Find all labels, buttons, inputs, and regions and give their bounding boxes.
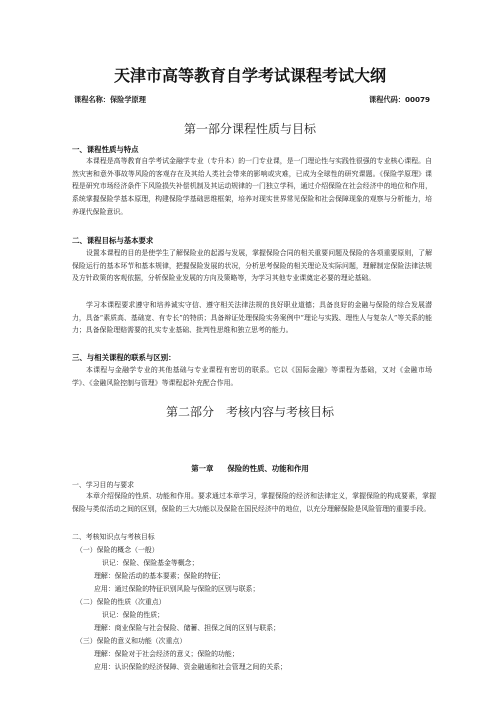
point-2-title: （二）保险的性质（次重点）: [76, 598, 166, 606]
section-nature-paragraph: 本课程是高等教育自学考试金融学专业（专升本）的一门专业课，是一门理论性与实践性很强的专业核心课程。自然灾害和意外事故等风险的客观存在及其给人类社会带来的影响或灾难，已成为全球性的研究课题。《保险学原理》课程是研究市场经济条件下风险损失补偿机制及其运动规律的一门独立学科，通过介绍保险在社会经济中的地位和作用，系统掌握保险学基本原理，构建保险学基础思维框架，培养对现实世界常见保险和社会保障现象的观察与分析能力，培养现代保险意识。: [72, 157, 432, 216]
chapter-title: 保险的性质、功能和作用: [227, 464, 309, 473]
point-1-title: （一）保险的概念（一般）: [76, 546, 159, 554]
learning-goal-title: 一、学习目的与要求: [72, 481, 135, 489]
chapter-heading: [0, 463, 500, 474]
section-objectives-title: 二、课程目标与基本要求: [72, 236, 154, 245]
point-3-understand: 理解：保险对于社会经济的意义；保险的功能；: [94, 650, 239, 658]
point-1-understand: 理解：保险活动的基本要素；保险的特征；: [94, 572, 225, 580]
point-3-apply: 应用：认识保险的经济保障、资金融通和社会管理之间的关系；: [94, 663, 287, 671]
section-objectives-paragraph-2: 学习本课程要求遵守和培养诚实守信、遵守相关法律法规的良好职业道德；具备良好的金融与保险的综合发展潜力，具备“素质高、基础宽、有专长”的特质；具备辩证处理保险实务案例中“理论与实践、理性人与复杂人”等关系的能力；具备保险理赔需要的扎实专业基础、批判性思维和独立思考的能力。: [72, 301, 432, 335]
chapter-number: 第一章: [191, 464, 214, 473]
course-name: 课程名称：保险学原理: [74, 95, 146, 104]
section-relation-paragraph: 本课程与金融学专业的其他基础与专业课程有密切的联系。它以《国际金融》等课程为基础，又对《金融市场学》、《金融风险控制与管理》等课程起补充配合作用。: [72, 366, 432, 387]
point-2-understand: 理解：商业保险与社会保险、储蓄、担保之间的区别与联系；: [94, 624, 281, 632]
part-one-heading: 第一部分课程性质与目标: [183, 122, 316, 136]
point-1-remember: 识记：保险、保险基金等概念；: [102, 559, 199, 567]
section-nature-title: 一、课程性质与特点: [72, 145, 139, 154]
section-objectives-paragraph: 设置本课程的目的是使学生了解保险业的起源与发展，掌握保险合同的相关重要问题及保险的各项重要原则，了解保险运行的基本环节和基本规律，把握保险发展的状况，分析思考保险的相关理论及实际问题，理解制定保险法律法规及方针政策的客观依据，分析保险业发展的方向及策略等，为学习其他专业课奠定必要的理论基础。: [72, 249, 432, 283]
point-2-remember: 识记：保险的性质；: [102, 611, 165, 619]
point-1-apply: 应用：通过保险的特征识别风险与保险的区别与联系；: [94, 585, 260, 593]
part-two-heading: 第二部分 考核内容与考核目标: [165, 405, 334, 419]
document-title: 天津市高等教育自学考试课程考试大纲: [113, 66, 386, 85]
point-3-title: （三）保险的意义和功能（次重点）: [76, 637, 187, 645]
assessment-points-title: 二、考核知识点与考核目标: [72, 533, 155, 541]
course-code: 课程代码：00079: [369, 95, 430, 104]
section-relation-title: 三、与相关课程的联系与区别：: [72, 353, 176, 362]
learning-goal-paragraph: 本章介绍保险的性质、功能和作用。要求通过本章学习，掌握保险的经济和法律定义，掌握保险的构成要素，掌握保险与类似活动之间的区别，保险的三大功能以及保险在国民经济中的地位，以充分理解保险是风险管理的重要手段。: [72, 492, 436, 513]
